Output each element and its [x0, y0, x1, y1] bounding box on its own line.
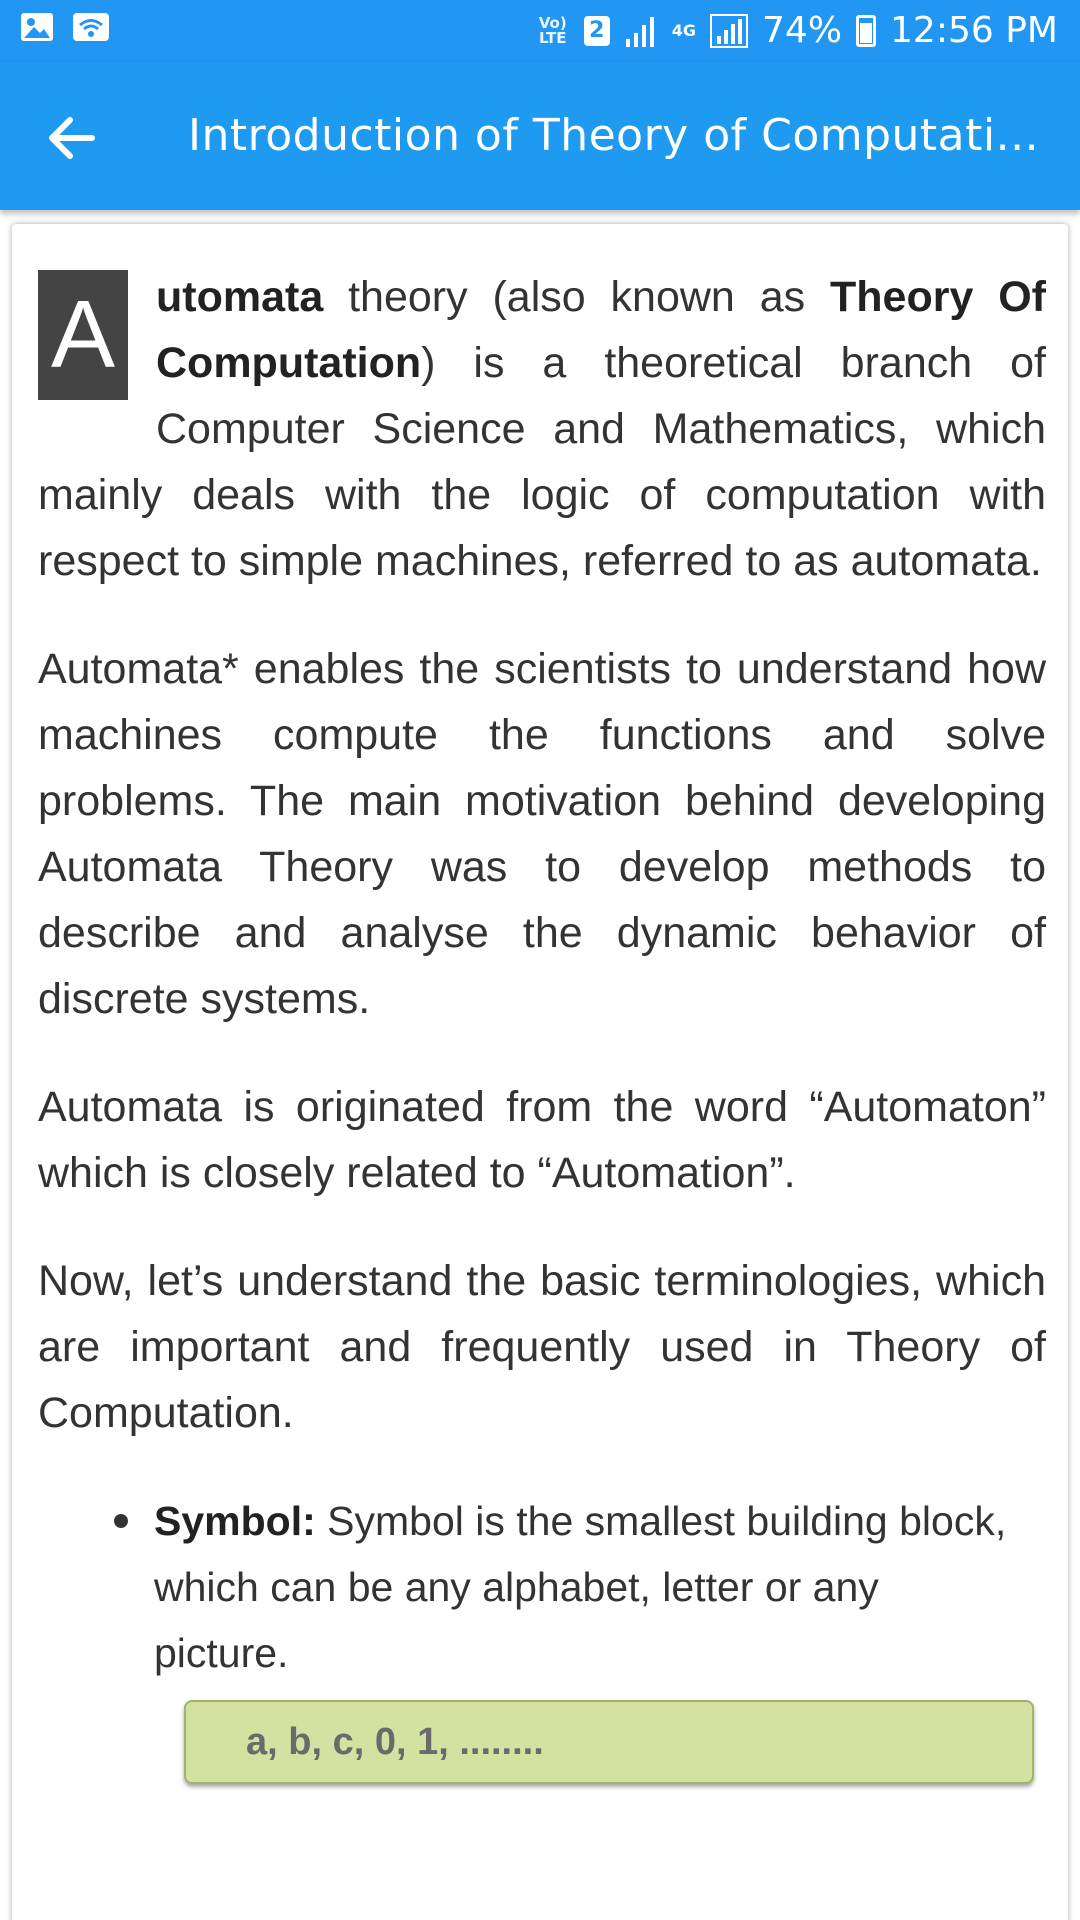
status-bar [0, 0, 1080, 62]
signal-icon [624, 15, 658, 47]
battery-percent: 74% [762, 10, 843, 51]
list-item [154, 1488, 1014, 1686]
status-right-icons [536, 10, 1058, 51]
network-type: 4G [671, 20, 697, 40]
signal-icon [710, 14, 748, 48]
app-bar [0, 62, 1080, 210]
image-icon [20, 12, 54, 42]
example-box: a, b, c, 0, 1, ........ [184, 1700, 1034, 1784]
sim-badge: 2 [584, 16, 610, 46]
article-body [38, 264, 1046, 1784]
battery-icon [856, 15, 876, 47]
paragraph-2: Automata* enables the scientists to understand how machines compute the functions and solve problems. The main motivation behind developing Automata Theory was to develop methods to describe and analyse the dynamic behavior of discrete systems. [38, 645, 1046, 1023]
paragraph-1 [38, 264, 1046, 594]
wifi-icon [72, 12, 110, 42]
bullet-term: Symbol: [154, 1498, 316, 1544]
paragraph-3: Automata is originated from the word “Automaton” which is closely related to “Automation”. [38, 1083, 1046, 1197]
back-arrow-icon[interactable] [40, 106, 104, 170]
bullet-dot-icon [114, 1514, 128, 1528]
paragraph-1-text-1: theory (also known as [323, 273, 830, 321]
paragraph-1-bold-start: utomata [156, 273, 324, 321]
bullet-text: Symbol is the smallest building block, which can be any alphabet, letter or any picture. [154, 1498, 1007, 1676]
volte-indicator: Vo) LTE [538, 13, 567, 47]
terminology-list [38, 1488, 1046, 1686]
clock: 12:56 PM [890, 10, 1058, 51]
status-left-icons [20, 12, 110, 42]
paragraph-4: Now, let’s understand the basic terminologies, which are important and frequently used in Theory of Computation. [38, 1257, 1046, 1437]
paragraph-1-text-2: ) is a theoretical branch of Computer Science and Mathematics, which mainly deals with the logic of computation with respect to simple machines, referred to as automata. [38, 339, 1046, 585]
page-title: Introduction of Theory of Computati... [188, 110, 1040, 161]
content-card [12, 224, 1068, 1920]
paragraph-1-bold-term: Theory Of Computation [156, 273, 1046, 387]
drop-cap: A [38, 270, 128, 400]
